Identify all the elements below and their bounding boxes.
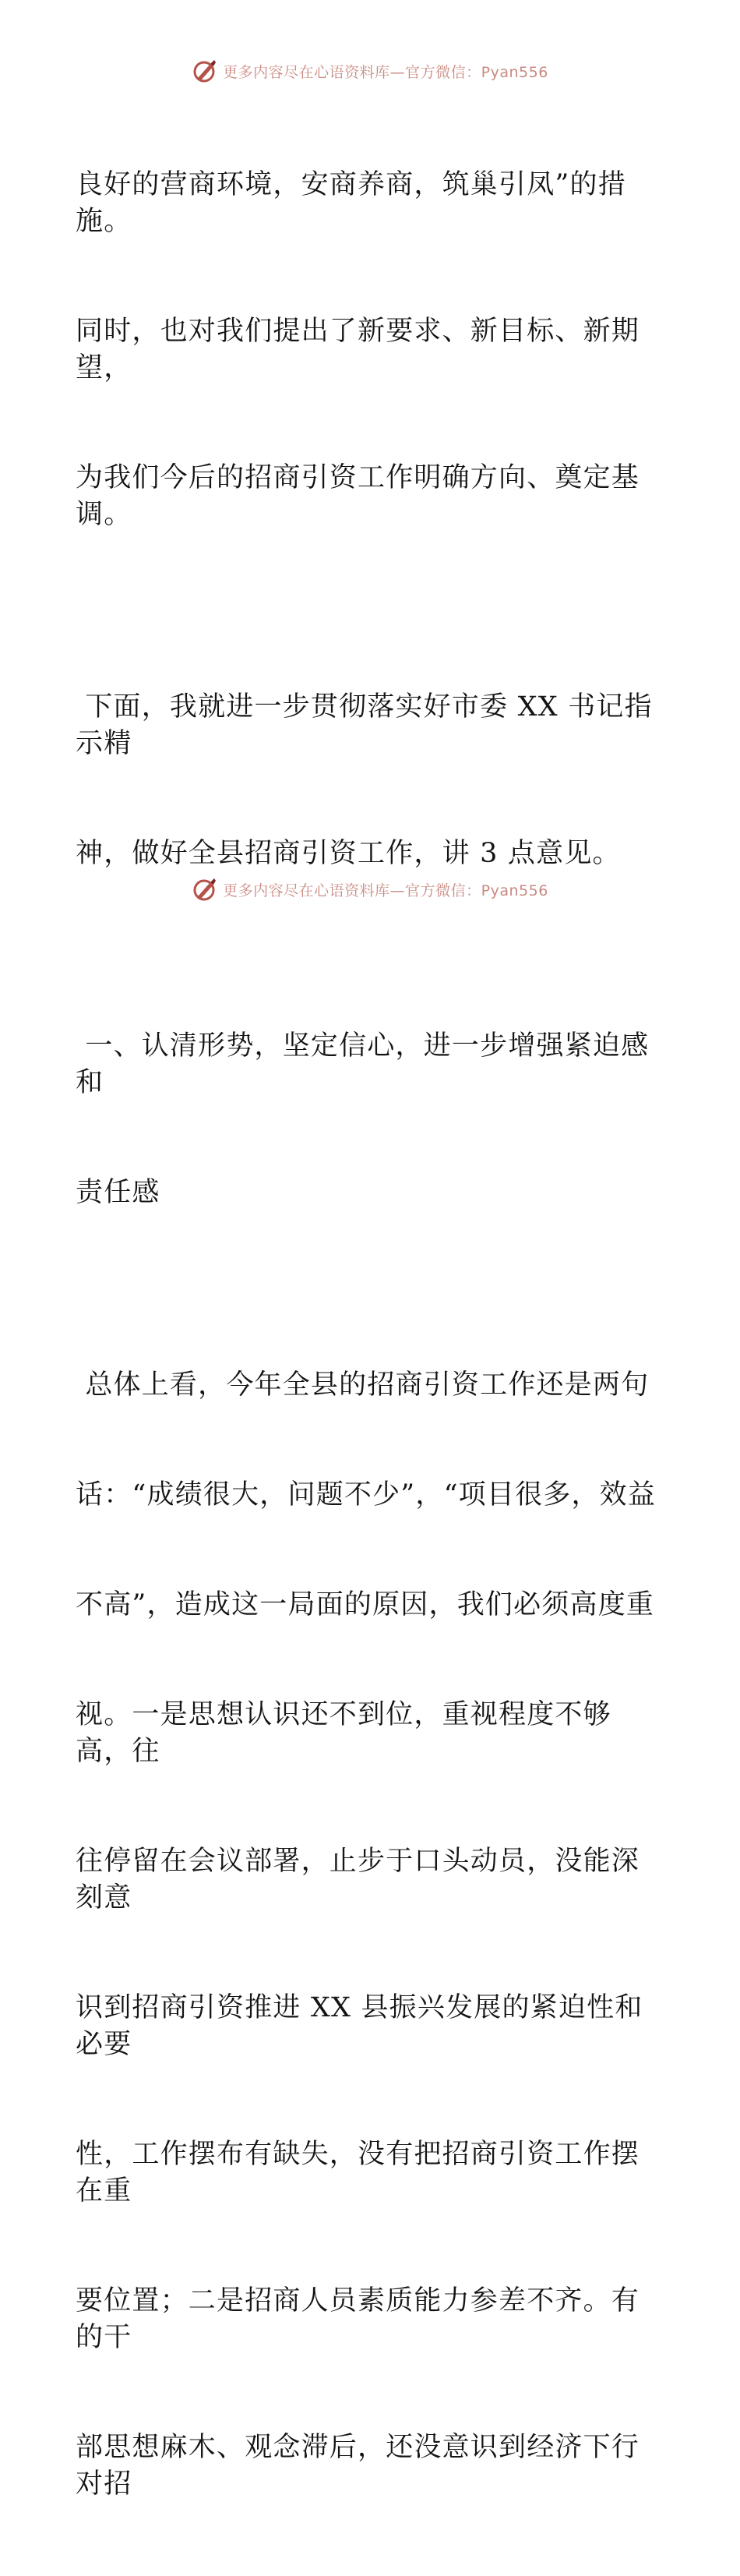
footer-watermark	[0, 874, 740, 905]
text-line: 视。一是思想认识还不到位，重视程度不够高，往	[76, 1699, 611, 1767]
text-line: 要位置；二是招商人员素质能力参差不齐。有的干	[76, 2285, 640, 2353]
text-line: 同时，也对我们提出了新要求、新目标、新期望，	[76, 316, 640, 383]
text-line: 话：“成绩很大，问题不少”，“项目很多，效益	[76, 1479, 657, 1511]
text-line: 一、认清形势，坚定信心，进一步增强紧迫感和	[76, 1030, 650, 1098]
text-line: 责任感	[76, 1177, 160, 1208]
text-line: 部思想麻木、观念滞后，还没意识到经济下行对招	[76, 2432, 640, 2500]
text-line: 识到招商引资推进 XX 县振兴发展的紧迫性和必要	[76, 1992, 643, 2060]
watermark-text: 更多内容尽在心语资料库—官方微信：Pyan556	[223, 63, 548, 81]
text-line: 为我们今后的招商引资工作明确方向、奠定基调。	[76, 462, 640, 530]
pen-logo-icon	[192, 58, 218, 84]
text-line: 往停留在会议部署，止步于口头动员，没能深刻意	[76, 1846, 640, 1913]
header-watermark	[0, 55, 740, 87]
text-line: 性，工作摆布有缺失，没有把招商引资工作摆在重	[76, 2139, 640, 2207]
text-line: 总体上看，今年全县的招商引资工作还是两句	[76, 1369, 650, 1401]
pen-logo-icon	[192, 876, 218, 903]
watermark-text: 更多内容尽在心语资料库—官方微信：Pyan556	[223, 882, 548, 899]
section-heading	[76, 955, 664, 1284]
text-line: 良好的营商环境，安商养商，筑巢引凤”的措施。	[76, 169, 626, 237]
paragraph-body	[76, 1294, 664, 2576]
document-body	[76, 94, 664, 2576]
text-line: 神，做好全县招商引资工作，讲 3 点意见。	[76, 838, 621, 869]
text-line: 下面，我就进一步贯彻落实好市委 XX 书记指示精	[76, 691, 653, 759]
text-line: 不高”，造成这一局面的原因，我们必须高度重	[76, 1589, 655, 1620]
paragraph-intro	[76, 94, 664, 606]
